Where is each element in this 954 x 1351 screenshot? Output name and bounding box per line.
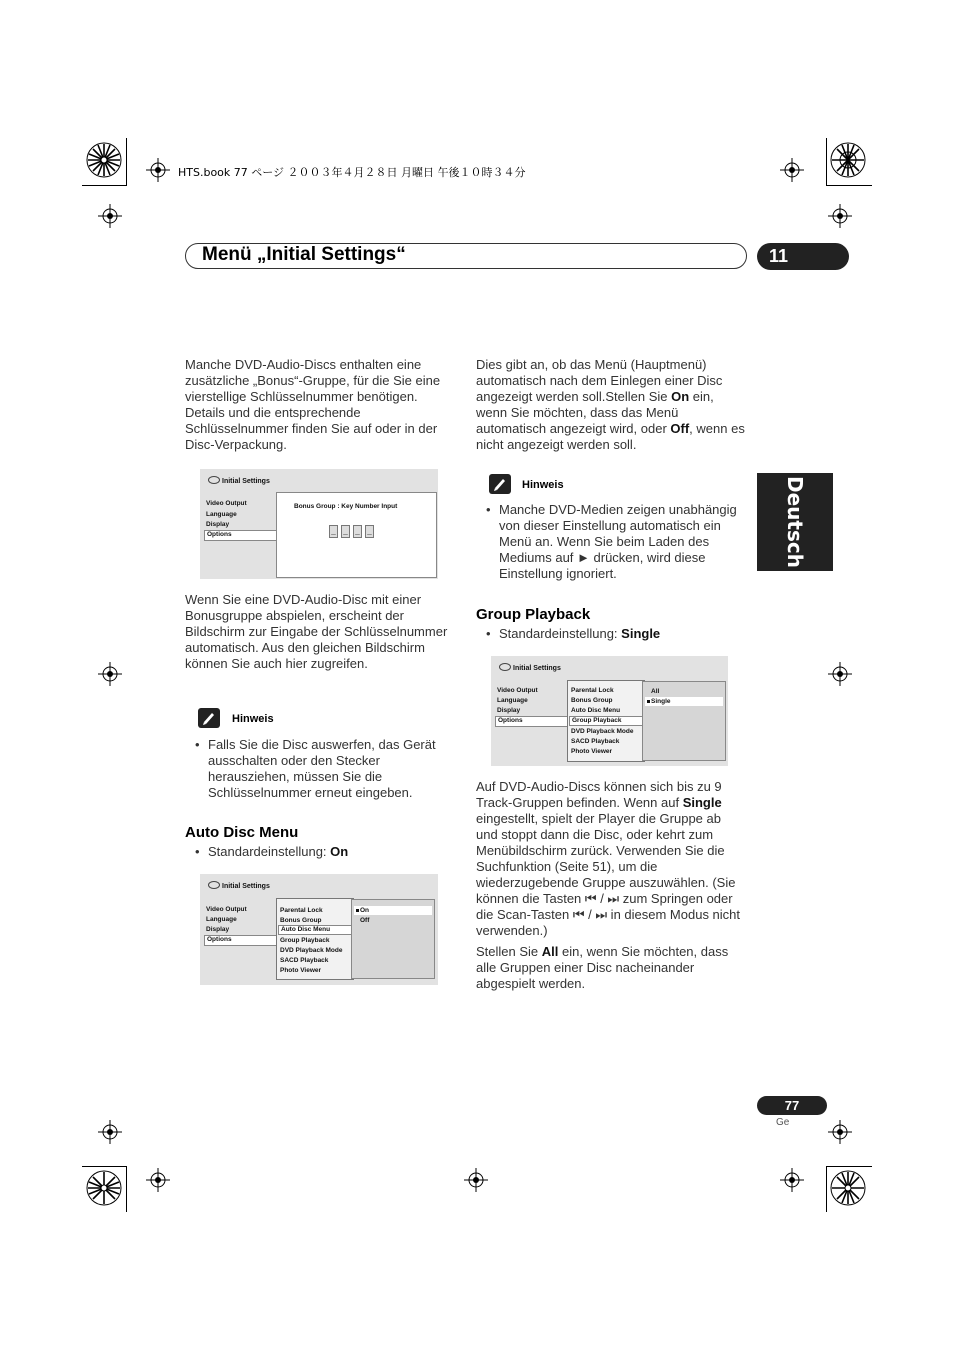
menu-title: Initial Settings	[208, 881, 270, 890]
default-setting-auto: • Standardeinstellung: On	[195, 844, 349, 859]
crosshair-mark-icon	[780, 158, 806, 184]
crop-line	[826, 1166, 827, 1212]
menu-item[interactable]: Language	[497, 697, 528, 704]
menu-item-selected[interactable]: Options	[204, 530, 277, 541]
menu-item-selected[interactable]: Options	[204, 935, 277, 946]
chapter-number: 11	[757, 243, 849, 270]
menu-item[interactable]: Display	[206, 521, 230, 528]
language-tab-label: Deutsch	[783, 476, 807, 568]
crop-line	[82, 1166, 126, 1167]
menu-title: Initial Settings	[499, 663, 561, 672]
key-digit-box[interactable]: _	[365, 525, 374, 538]
disc-icon	[208, 881, 220, 889]
note-label: Hinweis	[232, 713, 274, 725]
default-setting-group: • Standardeinstellung: Single	[486, 626, 661, 641]
sunburst-mark-icon	[826, 1166, 876, 1216]
all-groups-paragraph: Stellen Sie All ein, wenn Sie möchten, dass alle Gruppen einer Disc nacheinander abgespielt werden.	[476, 944, 729, 991]
crosshair-mark-icon	[780, 1168, 806, 1194]
menu-title: Initial Settings	[208, 476, 270, 485]
bonus-title: Bonus Group : Key Number Input	[294, 503, 398, 510]
menu-item-selected[interactable]: Options	[495, 716, 568, 727]
crosshair-mark-icon	[146, 158, 172, 184]
crosshair-mark-icon	[98, 204, 124, 230]
crosshair-mark-icon	[98, 662, 124, 688]
menu-item[interactable]: Video Output	[206, 500, 247, 507]
submenu-item[interactable]: Parental Lock	[571, 687, 614, 694]
chapter-title: Menü „Initial Settings“	[202, 244, 406, 265]
menu-item[interactable]: Display	[206, 926, 230, 933]
crop-line	[82, 185, 126, 186]
key-digit-box[interactable]: _	[341, 525, 350, 538]
submenu-item[interactable]: Photo Viewer	[280, 967, 322, 974]
submenu-item[interactable]: Bonus Group	[280, 917, 322, 924]
submenu-item[interactable]: Parental Lock	[280, 907, 323, 914]
disc-icon	[208, 476, 220, 484]
note-label: Hinweis	[522, 479, 564, 491]
crosshair-mark-icon	[464, 1168, 490, 1194]
submenu-item[interactable]: SACD Playback	[280, 957, 329, 964]
submenu-item[interactable]: Photo Viewer	[571, 748, 613, 755]
option-item[interactable]: All	[651, 688, 660, 695]
intro-paragraph: Manche DVD-Audio-Discs enthalten eine zusätzliche „Bonus“-Gruppe, für die Sie eine vierstellige Schlüsselnummer benötigen. Details und die entsprechende Schlüsselnummer finden Sie auf oder in der Disc-Verpackung.	[185, 357, 441, 452]
language-tab	[757, 473, 833, 571]
page-number: 77	[757, 1096, 827, 1115]
options-panel	[642, 681, 726, 761]
option-item[interactable]: Off	[360, 917, 370, 924]
bonus-paragraph: Wenn Sie eine DVD-Audio-Disc mit einer Bonusgruppe abspielen, erscheint der Bildschirm zur Eingabe der Schlüsselnummer automatisch. Aus den gleichen Bildschirm können Sie auch hier zugreifen.	[185, 592, 448, 671]
note-pencil-icon	[198, 708, 220, 728]
note-bullet: • Manche DVD-Medien zeigen unabhängig von dieser Einstellung automatisch ein Menü an. Wenn Sie beim Laden des Mediums auf ► drücken, wird diese Einstellung ignoriert.	[486, 502, 737, 581]
settings-menu-auto	[200, 874, 438, 985]
submenu-panel	[567, 680, 645, 762]
submenu-item[interactable]: Auto Disc Menu	[571, 707, 621, 714]
key-digit-box[interactable]: _	[329, 525, 338, 538]
menu-item[interactable]: Language	[206, 916, 237, 923]
crop-line	[126, 138, 127, 186]
crosshair-mark-icon	[828, 1120, 854, 1146]
note-pencil-icon	[489, 474, 511, 494]
settings-menu-group	[491, 656, 728, 766]
submenu-panel	[276, 898, 354, 980]
menu-item[interactable]: Display	[497, 707, 521, 714]
option-item-selected[interactable]: Single	[645, 697, 723, 706]
option-item-selected[interactable]: On	[354, 906, 432, 915]
page-language-code: Ge	[776, 1117, 790, 1128]
submenu-item[interactable]: Bonus Group	[571, 697, 613, 704]
settings-menu-bonus	[200, 469, 438, 579]
crosshair-mark-icon	[828, 662, 854, 688]
sunburst-mark-icon	[826, 140, 876, 190]
crosshair-mark-icon	[828, 204, 854, 230]
crop-line	[826, 185, 872, 186]
crosshair-mark-icon	[146, 1168, 172, 1194]
submenu-item[interactable]: SACD Playback	[571, 738, 620, 745]
auto-disc-menu-paragraph: Dies gibt an, ob das Menü (Hauptmenü) automatisch nach dem Einlegen einer Disc angezeigt werden soll.Stellen Sie On ein, wenn Sie möchten, dass das Menü automatisch angezeigt wird, oder Off, wenn es nicht angezeigt werden soll.	[476, 357, 745, 452]
bonus-panel	[276, 492, 437, 578]
submenu-item[interactable]: DVD Playback Mode	[280, 947, 343, 954]
menu-item[interactable]: Video Output	[497, 687, 538, 694]
section-heading-group-playback: Group Playback	[476, 606, 591, 623]
options-panel	[351, 899, 435, 979]
disc-icon	[499, 663, 511, 671]
print-header: HTS.book 77 ページ ２００３年４月２８日 月曜日 午後１０時３４分	[178, 166, 526, 179]
group-playback-paragraph: Auf DVD-Audio-Discs können sich bis zu 9 Track-Gruppen befinden. Wenn auf Single eingestellt, spielt der Player die Gruppe ab und stoppt dann die Disc, oder kehrt zum Menübildschirm zurück. Verwenden Sie die Suchfunktion (Seite 51), um die wiederzugebende Gruppe auszuwählen. (Sie können die Tasten ⏮ / ⏭ zum Springen oder die Scan-Tasten ⏮ / ⏭ in diesem Modus nicht verwenden.)	[476, 779, 741, 938]
submenu-item-selected[interactable]: Group Playback	[569, 716, 643, 726]
note-bullet: • Falls Sie die Disc auswerfen, das Gerät ausschalten oder den Stecker herausziehen, müssen Sie die Schlüsselnummer erneut eingeben.	[195, 737, 436, 800]
menu-item[interactable]: Language	[206, 511, 237, 518]
submenu-item-selected[interactable]: Auto Disc Menu	[278, 925, 352, 935]
crop-line	[126, 1166, 127, 1212]
submenu-item[interactable]: DVD Playback Mode	[571, 728, 634, 735]
menu-item[interactable]: Video Output	[206, 906, 247, 913]
section-heading-auto-disc-menu: Auto Disc Menu	[185, 824, 299, 841]
key-digit-box[interactable]: _	[353, 525, 362, 538]
submenu-item[interactable]: Group Playback	[280, 937, 330, 944]
crop-line	[826, 138, 827, 186]
crosshair-mark-icon	[98, 1120, 124, 1146]
crop-line	[826, 1166, 872, 1167]
